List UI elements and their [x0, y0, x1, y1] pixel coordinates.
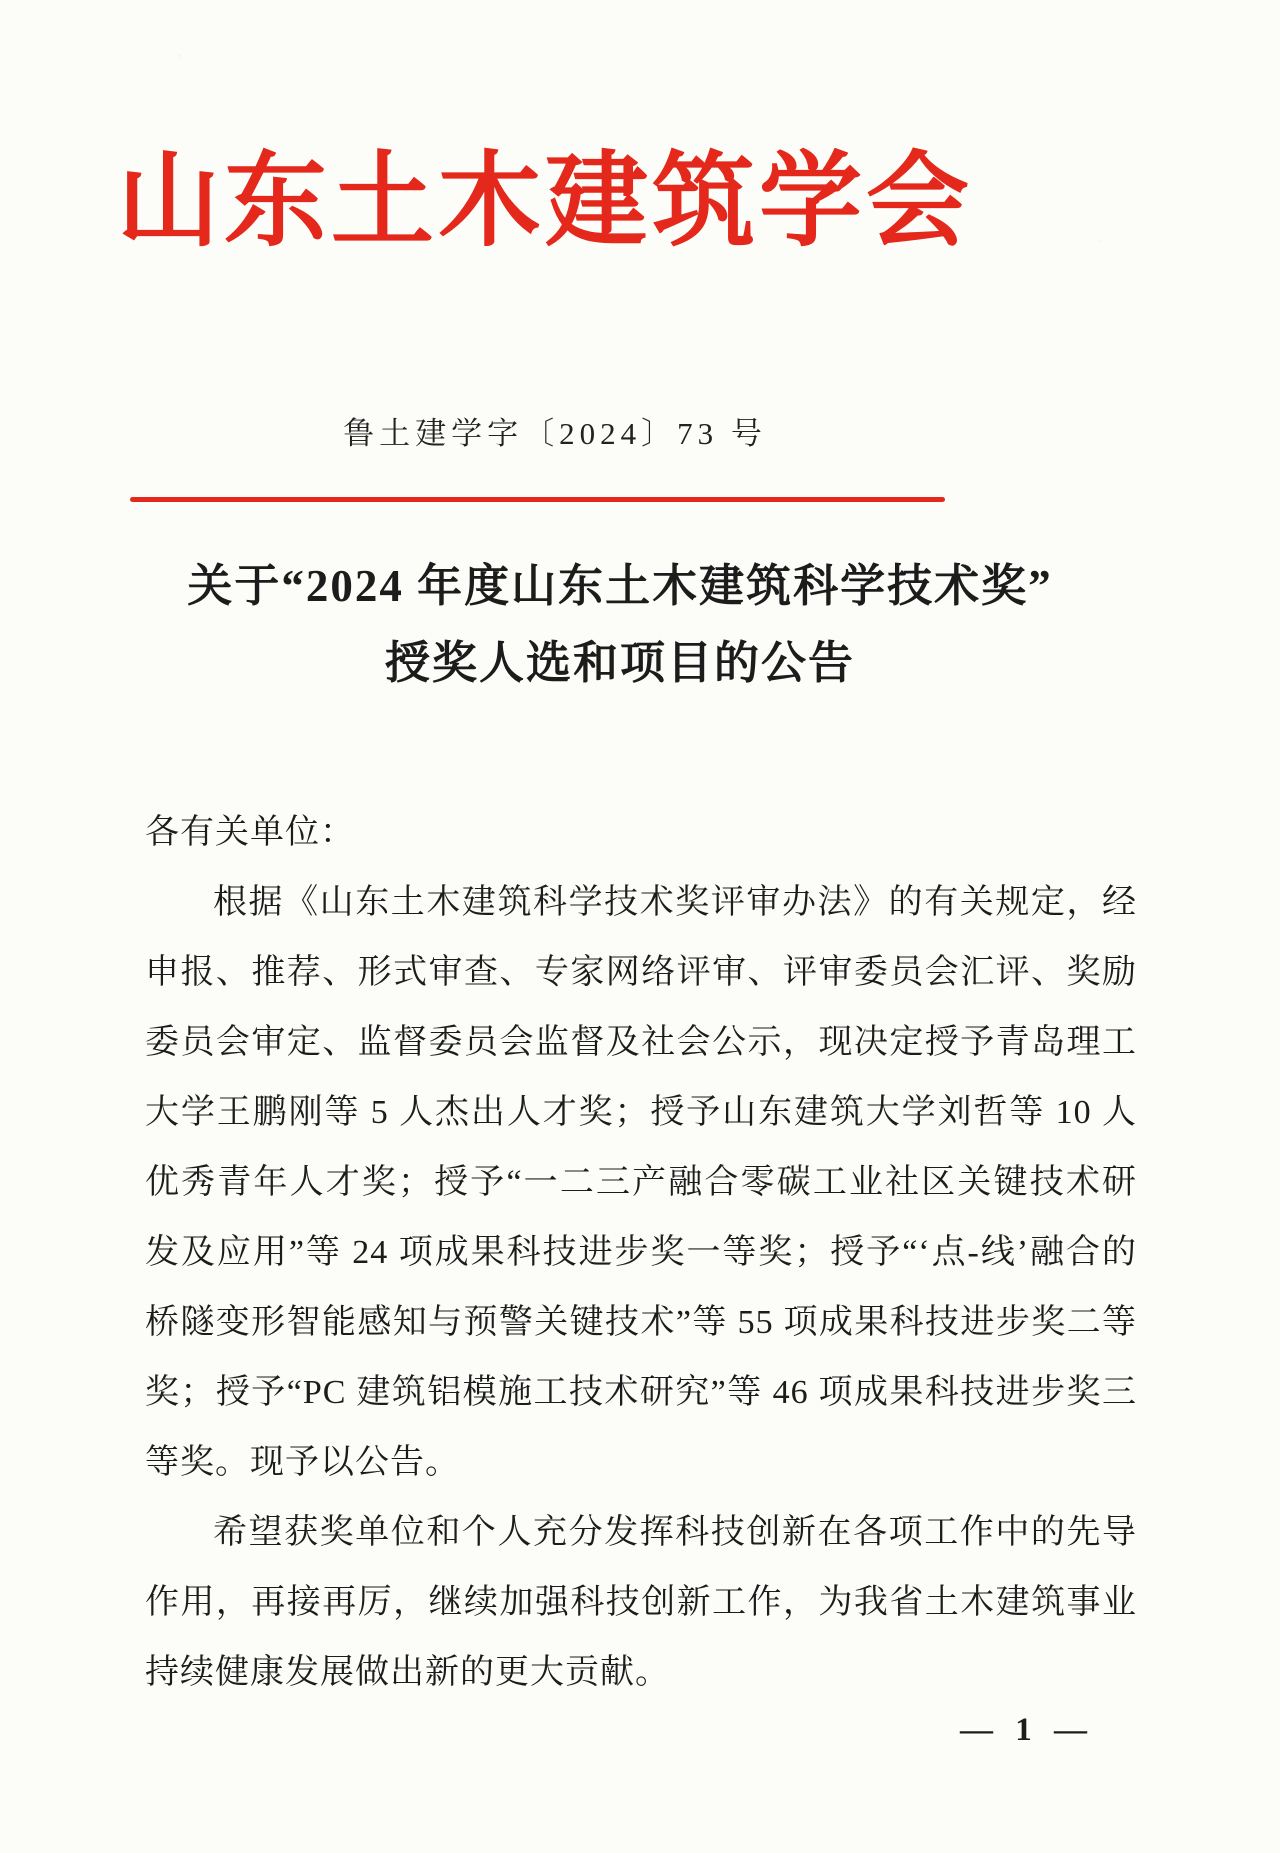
- organization-title: 山东土木建筑学会: [117, 145, 973, 259]
- announcement-title: [70, 548, 1170, 702]
- document-number: 鲁土建学字〔2024〕73 号: [343, 416, 767, 451]
- body-paragraph-1: 根据《山东土木建筑科学技术奖评审办法》的有关规定，经申报、推荐、形式审查、专家网络评审、评审委员会汇评、奖励委员会审定、监督委员会监督及社会公示，现决定授予青岛理工大学王鹏刚等 5 人杰出人才奖；授予山东建筑大学刘哲等 10 人优秀青年人才奖；授予“一二三产融合零碳工业社区关键技术研发及应用”等 24 项成果科技进步奖一等奖；授予“‘点-线’融合的桥隧变形智能感知与预警关键技术”等 55 项成果科技进步奖二等奖；授予“PC 建筑铝模施工技术研究”等 46 项成果科技进步奖三等奖。现予以公告。: [145, 884, 1137, 1481]
- salutation: 各有关单位：: [145, 814, 355, 851]
- announcement-title-line2: 授奖人选和项目的公告: [384, 638, 855, 688]
- red-divider-line: [130, 497, 945, 502]
- announcement-title-line1: 关于“2024 年度山东土木建筑科学技术奖”: [187, 561, 1053, 611]
- document-body: [145, 798, 1137, 1708]
- body-paragraph-2: 希望获奖单位和个人充分发挥科技创新在各项工作中的先导作用，再接再厉，继续加强科技创新工作，为我省土木建筑事业持续健康发展做出新的更大贡献。: [145, 1514, 1137, 1691]
- page-number: — 1 —: [960, 1712, 1094, 1748]
